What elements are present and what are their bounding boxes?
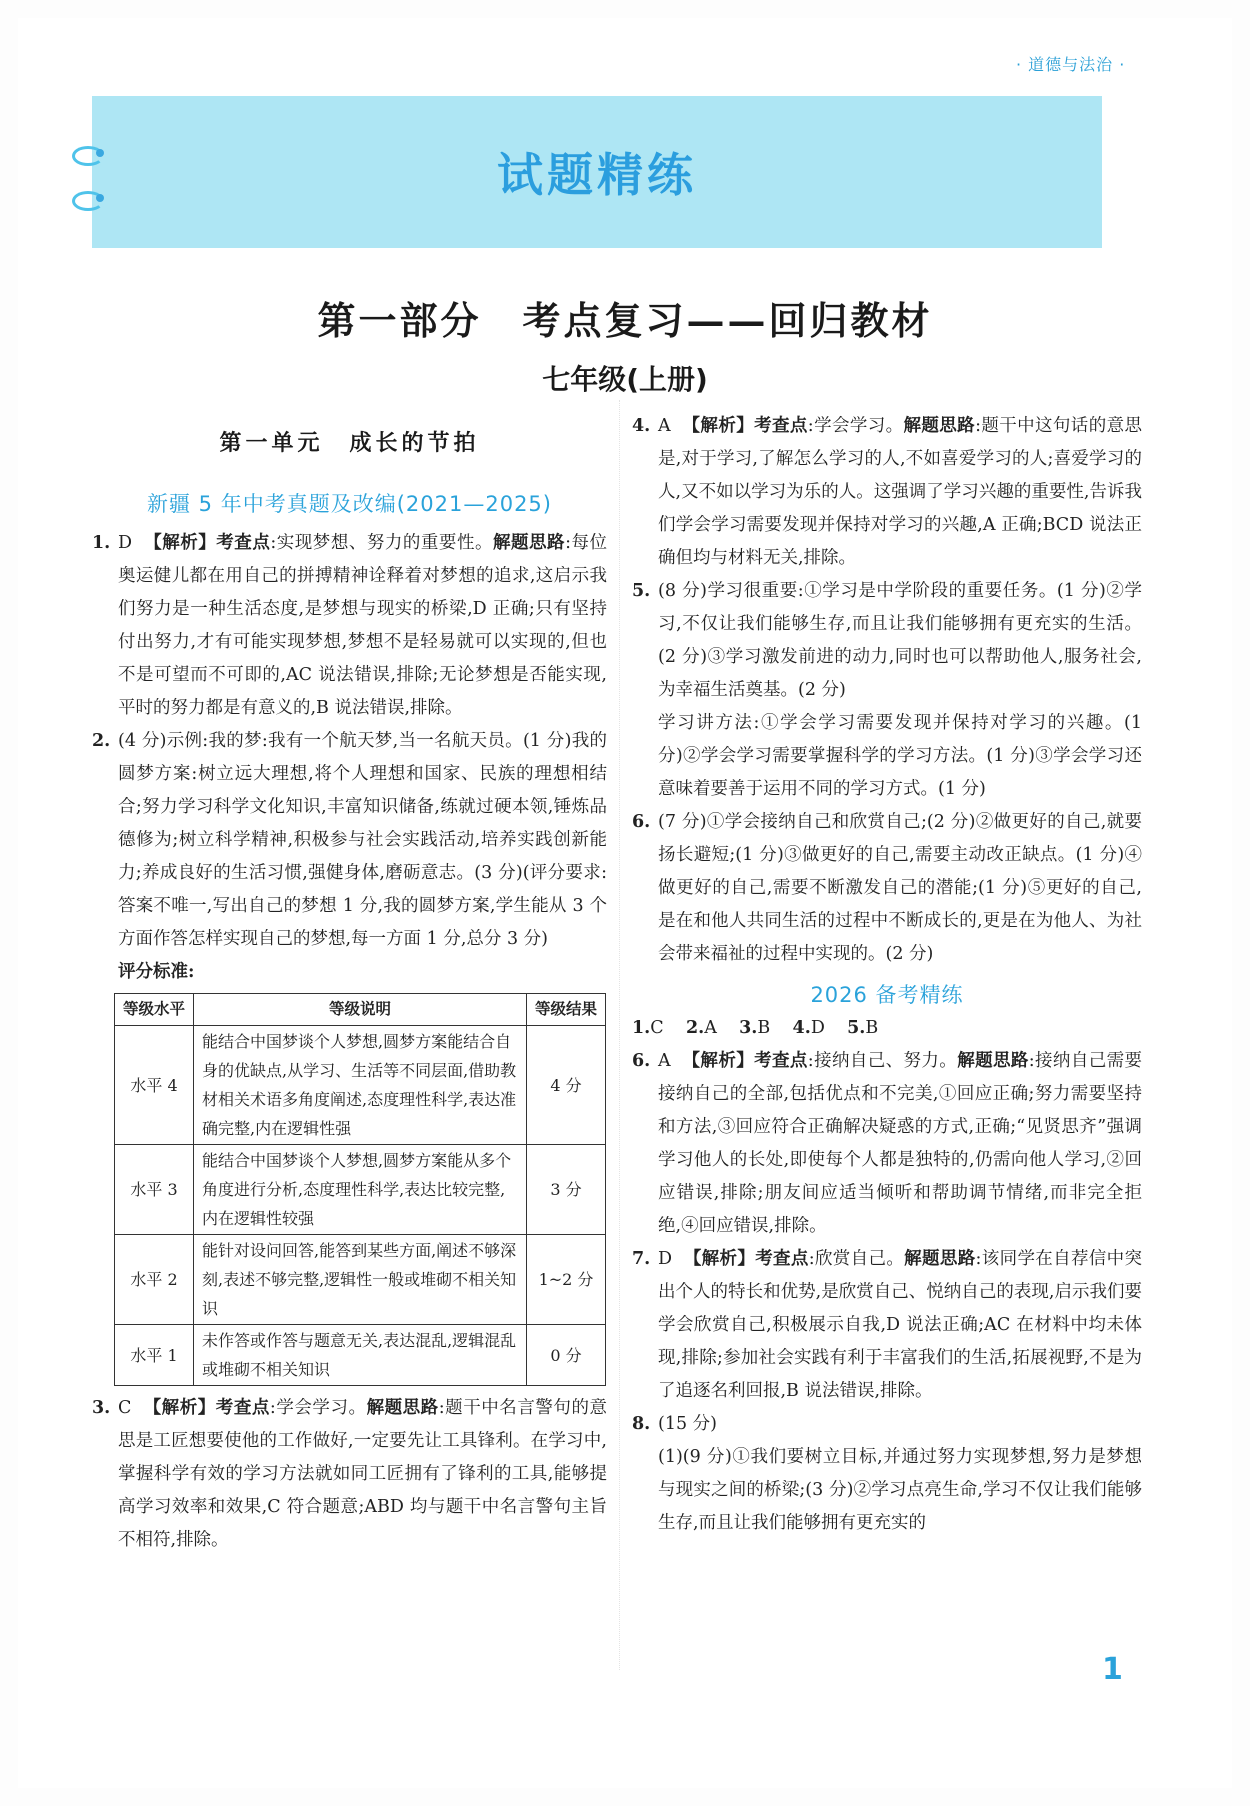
result-cell: 0 分 [527,1325,606,1386]
level-cell: 水平 4 [115,1026,194,1145]
item-number: 2. [92,731,111,751]
answer-item-4 [632,410,1142,575]
analysis-tag: 【解析】考查点 [143,1398,270,1418]
table-row [115,1235,606,1325]
table-row [115,1145,606,1235]
result-cell: 1~2 分 [527,1235,606,1325]
item-number: 8. [632,1414,651,1434]
thinking-label: 解题思路 [957,1051,1029,1071]
thinking-label: 解题思路 [366,1398,439,1418]
subject-tag: · 道德与法治 · [1016,55,1126,74]
title-banner [92,96,1102,248]
item-number: 1. [92,533,111,553]
unit-title: 第一单元 成长的节拍 [219,430,480,456]
item-number: 3. [92,1398,111,1418]
item-body: :接纳自己需要接纳自己的全部,包括优点和不完美,①回应正确;努力需要坚持和方法,③回应符合正确解决疑惑的方式,正确;“见贤思齐”强调学习他人的长处,即使每个人都是独特的,仍需向他人学习,②回应错误,排除;朋友间应适当倾听和帮助调节情绪,而非完全拒绝,④回应错误,排除。 [658,1051,1142,1236]
section-title-practice: 2026 备考精练 [810,983,964,1007]
table-row [115,1325,606,1386]
quick-answer: 4.D [792,1018,825,1038]
quick-answer: 2.A [685,1018,717,1038]
answer-item-1 [92,527,607,725]
right-column [632,410,1142,1540]
item-body: (8 分)学习很重要:①学习是中学阶段的重要任务。(1 分)②学习,不仅让我们能够生存,而且让我们能够拥有更充实的生活。(2 分)③学习激发前进的动力,同时也可以帮助他人,服务社会,为幸福生活奠基。(2 分) [658,581,1142,700]
item-number: 6. [632,812,651,832]
topic: :接纳自己、努力。 [807,1051,958,1071]
page-number: 1 [1102,1652,1123,1687]
scoring-standard-label: 评分标准: [118,962,195,982]
answer-item-2 [92,725,607,956]
grading-table [114,993,606,1386]
binder-ring-dot-icon [96,149,104,157]
result-cell: 3 分 [527,1145,606,1235]
quick-answers [632,1012,1142,1045]
binder-ring-dot-icon [96,194,104,202]
item-number: 7. [632,1249,651,1269]
topic: :欣赏自己。 [808,1249,905,1269]
description-cell: 能针对设问回答,能答到某些方面,阐述不够深刻,表述不够完整,逻辑性一般或堆砌不相关知识 [194,1235,527,1325]
thinking-label: 解题思路 [492,533,566,553]
analysis-tag: 【解析】考查点 [683,1249,809,1269]
item-body: :题干中名言警句的意思是工匠想要使他的工作做好,一定要先让工具锋利。在学习中,掌握科学有效的学习方法就如同工匠拥有了锋利的工具,能够提高学习效率和效果,C 符合题意;ABD 均与题干中名言警句主旨不相符,排除。 [118,1398,608,1550]
quick-answer: 1.C [632,1018,664,1038]
section-title-exam: 新疆 5 年中考真题及改编(2021—2025) [147,492,552,516]
item-answer: D [118,533,133,553]
header-description: 等级说明 [194,994,527,1026]
practice-item-6 [632,1045,1142,1243]
header-level: 等级水平 [115,994,194,1026]
answer-item-5 [632,575,1142,806]
practice-item-7 [632,1243,1142,1408]
item-answer: A [658,416,671,436]
item-body: (4 分)示例:我的梦:我有一个航天梦,当一名航天员。(1 分)我的圆梦方案:树立远大理想,将个人理想和国家、民族的理想相结合;努力学习科学文化知识,丰富知识储备,练就过硬本领,锤炼品德修为;树立科学精神,积极参与社会实践活动,培养实践创新能力;养成良好的生活习惯,强健身体,磨砺意志。(3 分)(评分要求:答案不唯一,写出自己的梦想 1 分,我的圆梦方案,学生能从 3 个方面作答怎样实现自己的梦想,每一方面 1 分,总分 3 分) [118,731,607,949]
item-body: :题干中这句话的意思是,对于学习,了解怎么学习的人,不如喜爱学习的人;喜爱学习的人,又不如以学习为乐的人。这强调了学习兴趣的重要性,告诉我们学会学习需要发现并保持对学习的兴趣,A 正确;BCD 说法正确但均与材料无关,排除。 [658,416,1142,568]
analysis-tag: 【解析】考查点 [682,1051,808,1071]
description-cell: 能结合中国梦谈个人梦想,圆梦方案能从多个角度进行分析,态度理性科学,表达比较完整,内在逻辑性较强 [194,1145,527,1235]
quick-answer: 3.B [739,1018,771,1038]
topic: :实现梦想、努力的重要性。 [270,533,493,553]
item-body: (7 分)①学会接纳自己和欣赏自己;(2 分)②做更好的自己,就要扬长避短;(1 分)③做更好的自己,需要主动改正缺点。(1 分)④做更好的自己,需要不断激发自己的潜能;(1 分)⑤更好的自己,是在和他人共同生活的过程中不断成长的,更是在为他人、为社会带来福祉的过程中实现的。(2 分) [658,812,1142,964]
topic: :学会学习。 [269,1398,367,1418]
grade-title: 七年级(上册) [542,363,708,396]
header-result: 等级结果 [527,994,606,1026]
item-answer: C [118,1398,132,1418]
grading-table-header [115,994,606,1026]
practice-item-8 [632,1408,1142,1540]
level-cell: 水平 1 [115,1325,194,1386]
topic: :学会学习。 [807,416,904,436]
thinking-label: 解题思路 [904,1249,976,1269]
answer-item-6 [632,806,1142,971]
item-body: :每位奥运健儿都在用自己的拼搏精神诠释着对梦想的追求,这启示我们努力是一种生活态度,是梦想与现实的桥梁,D 正确;只有坚持付出努力,才有可能实现梦想,梦想不是轻易就可以实现的,但也不是可望而不可即的,AC 说法错误,排除;无论梦想是否能实现,平时的努力都是有意义的,B 说法错误,排除。 [118,533,607,718]
description-cell: 未作答或作答与题意无关,表达混乱,逻辑混乱或堆砌不相关知识 [194,1325,527,1386]
banner-title: 试题精练 [497,148,697,202]
quick-answer: 5.B [847,1018,879,1038]
table-row [115,1026,606,1145]
part-title: 第一部分 考点复习——回归教材 [317,298,933,343]
analysis-tag: 【解析】考查点 [144,533,271,553]
sub-answer-1: (1)(9 分)①我们要树立目标,并通过努力实现梦想,努力是梦想与现实之间的桥梁;(3 分)②学习点亮生命,学习不仅让我们能够生存,而且让我们能够拥有更充实的 [658,1447,1142,1533]
left-column [92,488,607,1557]
item-answer: D [658,1249,673,1269]
description-cell: 能结合中国梦谈个人梦想,圆梦方案能结合自身的优缺点,从学习、生活等不同层面,借助教材相关术语多角度阐述,态度理性科学,表达准确完整,内在逻辑性强 [194,1026,527,1145]
item-answer: A [658,1051,671,1071]
item-number: 4. [632,416,651,436]
level-cell: 水平 2 [115,1235,194,1325]
thinking-label: 解题思路 [903,416,976,436]
item-score: (15 分) [658,1414,717,1434]
item-number: 5. [632,581,651,601]
analysis-tag: 【解析】考查点 [682,416,808,436]
item-number: 6. [632,1051,651,1071]
item-body: :该同学在自荐信中突出个人的特长和优势,是欣赏自己、悦纳自己的表现,启示我们要学会欣赏自己,积极展示自我,D 说法正确;AC 在材料中均未体现,排除;参加社会实践有利于丰富我们的生活,拓展视野,不是为了追逐名利回报,B 说法错误,排除。 [658,1249,1142,1401]
answer-item-3 [92,1392,607,1557]
column-divider [619,400,620,1670]
level-cell: 水平 3 [115,1145,194,1235]
result-cell: 4 分 [527,1026,606,1145]
item-body-continued: 学习讲方法:①学会学习需要发现并保持对学习的兴趣。(1 分)②学会学习需要掌握科学的学习方法。(1 分)③学会学习还意味着要善于运用不同的学习方式。(1 分) [658,713,1142,799]
